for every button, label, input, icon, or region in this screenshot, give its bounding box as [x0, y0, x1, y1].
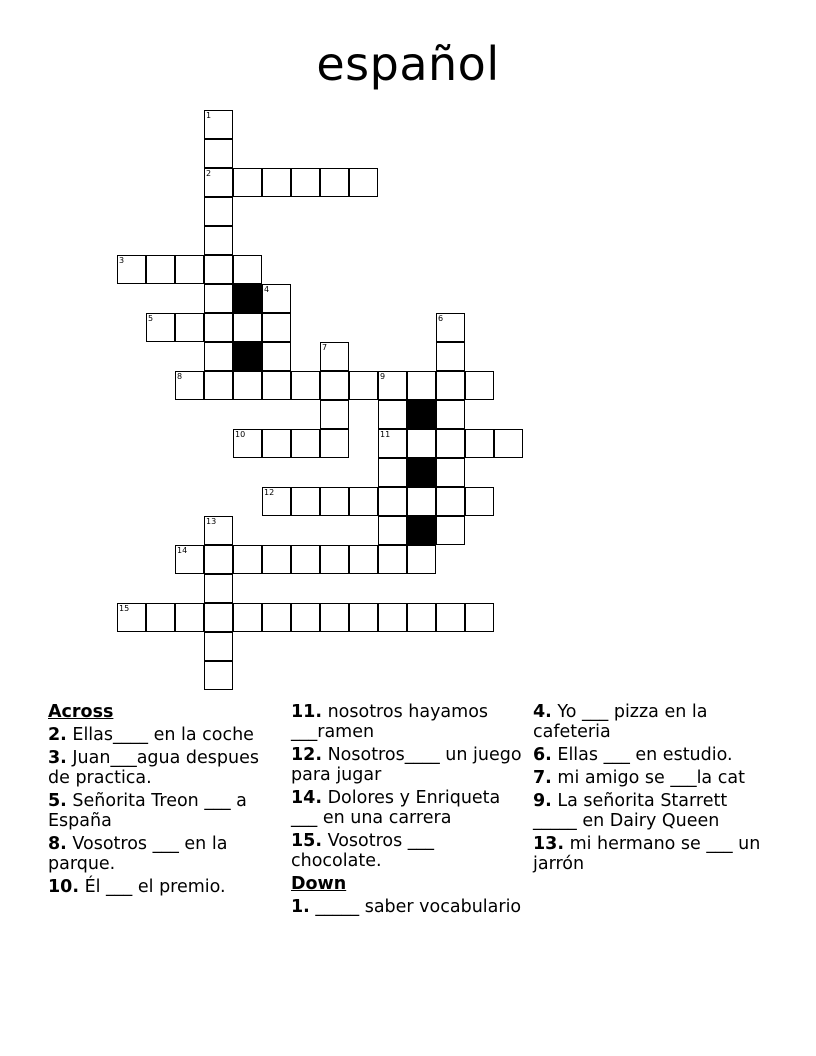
- clue-item-text: nosotros hayamos ___ramen: [291, 702, 489, 742]
- clue-number: 6: [438, 314, 444, 323]
- crossword-cell[interactable]: [407, 603, 436, 632]
- clue-item-text: Juan___agua despues de practica.: [48, 748, 259, 788]
- crossword-cell[interactable]: [320, 168, 349, 197]
- crossword-cell[interactable]: [204, 226, 233, 255]
- clue-number: 14: [177, 546, 188, 555]
- crossword-cell[interactable]: [291, 603, 320, 632]
- crossword-cell[interactable]: [204, 545, 233, 574]
- crossword-cell[interactable]: [436, 342, 465, 371]
- crossword-cell[interactable]: [465, 603, 494, 632]
- clue-item: [291, 745, 527, 785]
- clue-item: [533, 791, 769, 831]
- clue-number: 10: [235, 430, 246, 439]
- clue-column-2: [291, 702, 527, 920]
- crossword-cell[interactable]: [436, 371, 465, 400]
- clue-item-text: Vosotros ___ en la parque.: [48, 834, 228, 874]
- crossword-cell[interactable]: [349, 545, 378, 574]
- crossword-cell[interactable]: [378, 458, 407, 487]
- clue-number: 11: [380, 430, 391, 439]
- crossword-cell[interactable]: [349, 371, 378, 400]
- clue-item-number: 4.: [533, 702, 552, 722]
- clue-item: [291, 788, 527, 828]
- clue-item: [291, 897, 527, 917]
- crossword-cell[interactable]: [494, 429, 523, 458]
- clue-item-number: 5.: [48, 791, 67, 811]
- crossword-cell[interactable]: [465, 429, 494, 458]
- crossword-cell[interactable]: [204, 632, 233, 661]
- crossword-cell[interactable]: [378, 487, 407, 516]
- clue-item: [48, 725, 284, 745]
- clue-item-text: Yo ___ pizza en la cafeteria: [533, 702, 708, 742]
- crossword-cell[interactable]: [233, 313, 262, 342]
- crossword-cell[interactable]: [262, 342, 291, 371]
- clue-item-number: 11.: [291, 702, 323, 722]
- clue-number: 2: [206, 169, 212, 178]
- crossword-block: [407, 458, 436, 487]
- crossword-cell[interactable]: [204, 313, 233, 342]
- crossword-cell[interactable]: [291, 487, 320, 516]
- clue-item: [48, 877, 284, 897]
- crossword-cell[interactable]: [436, 313, 465, 342]
- clue-item: [533, 745, 769, 765]
- page-title: español: [316, 37, 500, 91]
- crossword-cell[interactable]: [291, 429, 320, 458]
- crossword-cell[interactable]: [378, 400, 407, 429]
- crossword-cell[interactable]: [204, 110, 233, 139]
- clue-item-text: _____ saber vocabulario: [309, 897, 522, 917]
- clue-number: 1: [206, 111, 212, 120]
- crossword-cell[interactable]: [320, 487, 349, 516]
- crossword-block: [407, 516, 436, 545]
- crossword-block: [407, 400, 436, 429]
- crossword-cell[interactable]: [233, 371, 262, 400]
- crossword-cell[interactable]: [465, 371, 494, 400]
- clue-item: [533, 768, 769, 788]
- clue-item-number: 15.: [291, 831, 323, 851]
- crossword-cell[interactable]: [349, 603, 378, 632]
- clue-section-heading: Down: [291, 874, 347, 894]
- crossword-cell[interactable]: [146, 313, 175, 342]
- crossword-cell[interactable]: [320, 545, 349, 574]
- crossword-cell[interactable]: [204, 342, 233, 371]
- crossword-cell[interactable]: [117, 603, 146, 632]
- clue-item-text: Ellas ___ en estudio.: [551, 745, 733, 765]
- crossword-cell[interactable]: [204, 661, 233, 690]
- crossword-cell[interactable]: [204, 516, 233, 545]
- crossword-cell[interactable]: [320, 400, 349, 429]
- crossword-cell[interactable]: [233, 545, 262, 574]
- crossword-cell[interactable]: [233, 168, 262, 197]
- clue-item: [533, 834, 769, 874]
- clue-item-number: 3.: [48, 748, 67, 768]
- crossword-cell[interactable]: [320, 371, 349, 400]
- crossword-cell[interactable]: [320, 342, 349, 371]
- crossword-cell[interactable]: [262, 371, 291, 400]
- crossword-cell[interactable]: [204, 371, 233, 400]
- clue-item-number: 1.: [291, 897, 310, 917]
- crossword-cell[interactable]: [117, 255, 146, 284]
- crossword-cell[interactable]: [407, 545, 436, 574]
- clue-section-heading: Across: [48, 702, 114, 722]
- clue-item-number: 7.: [533, 768, 552, 788]
- crossword-cell[interactable]: [233, 255, 262, 284]
- crossword-cell[interactable]: [204, 197, 233, 226]
- crossword-cell[interactable]: [436, 487, 465, 516]
- crossword-cell[interactable]: [204, 255, 233, 284]
- clue-item: [533, 702, 769, 742]
- clue-item-number: 6.: [533, 745, 552, 765]
- clue-item-number: 2.: [48, 725, 67, 745]
- clue-item-number: 14.: [291, 788, 323, 808]
- crossword-cell[interactable]: [378, 516, 407, 545]
- clue-number: 9: [380, 372, 386, 381]
- crossword-cell[interactable]: [233, 603, 262, 632]
- crossword-cell[interactable]: [262, 603, 291, 632]
- clue-item-text: La señorita Starrett _____ en Dairy Queen: [533, 791, 728, 831]
- clue-column-1: [48, 702, 284, 900]
- crossword-cell[interactable]: [465, 487, 494, 516]
- crossword-cell[interactable]: [204, 139, 233, 168]
- crossword-cell[interactable]: [378, 603, 407, 632]
- clue-column-3: [533, 702, 769, 877]
- crossword-cell[interactable]: [204, 168, 233, 197]
- crossword-cell[interactable]: [407, 429, 436, 458]
- crossword-cell[interactable]: [349, 168, 378, 197]
- crossword-cell[interactable]: [320, 603, 349, 632]
- crossword-cell[interactable]: [262, 487, 291, 516]
- crossword-cell[interactable]: [175, 255, 204, 284]
- clue-item-number: 9.: [533, 791, 552, 811]
- clue-item-number: 13.: [533, 834, 565, 854]
- crossword-cell[interactable]: [204, 284, 233, 313]
- crossword-cell[interactable]: [204, 574, 233, 603]
- crossword-cell[interactable]: [146, 255, 175, 284]
- clue-item-text: Ellas____ en la coche: [66, 725, 254, 745]
- crossword-cell[interactable]: [262, 284, 291, 313]
- clue-item: [48, 791, 284, 831]
- clue-item-text: Dolores y Enriqueta ___ en una carrera: [291, 788, 501, 828]
- clue-item: [48, 834, 284, 874]
- crossword-cell[interactable]: [349, 487, 378, 516]
- clue-item-number: 10.: [48, 877, 80, 897]
- clue-item-text: mi hermano se ___ un jarrón: [533, 834, 761, 874]
- crossword-cell[interactable]: [175, 603, 204, 632]
- crossword-cell[interactable]: [291, 545, 320, 574]
- crossword-cell[interactable]: [436, 429, 465, 458]
- clue-number: 5: [148, 314, 154, 323]
- crossword-cell[interactable]: [291, 168, 320, 197]
- crossword-cell[interactable]: [436, 516, 465, 545]
- clue-number: 12: [264, 488, 275, 497]
- clue-item-text: mi amigo se ___la cat: [551, 768, 745, 788]
- crossword-block: [233, 284, 262, 313]
- crossword-cell[interactable]: [175, 371, 204, 400]
- clue-item: [291, 831, 527, 871]
- crossword-cell[interactable]: [378, 545, 407, 574]
- crossword-cell[interactable]: [320, 429, 349, 458]
- clue-item: [48, 748, 284, 788]
- crossword-cell[interactable]: [407, 487, 436, 516]
- crossword-cell[interactable]: [436, 603, 465, 632]
- crossword-cell[interactable]: [262, 168, 291, 197]
- crossword-cell[interactable]: [262, 313, 291, 342]
- clue-number: 15: [119, 604, 130, 613]
- crossword-cell[interactable]: [233, 429, 262, 458]
- clue-number: 3: [119, 256, 125, 265]
- clue-number: 4: [264, 285, 270, 294]
- crossword-cell[interactable]: [378, 429, 407, 458]
- clue-item-text: Señorita Treon ___ a España: [48, 791, 247, 831]
- crossword-cell[interactable]: [204, 603, 233, 632]
- clue-number: 7: [322, 343, 328, 352]
- crossword-cell[interactable]: [262, 545, 291, 574]
- clue-number: 8: [177, 372, 183, 381]
- clue-item-text: Vosotros ___ chocolate.: [291, 831, 435, 871]
- clue-item-text: Nosotros____ un juego para jugar: [291, 745, 522, 785]
- crossword-cell[interactable]: [175, 313, 204, 342]
- crossword-block: [233, 342, 262, 371]
- clue-item-number: 8.: [48, 834, 67, 854]
- crossword-cell[interactable]: [146, 603, 175, 632]
- crossword-cell[interactable]: [436, 400, 465, 429]
- crossword-cell[interactable]: [262, 429, 291, 458]
- clue-item: [291, 702, 527, 742]
- crossword-cell[interactable]: [291, 371, 320, 400]
- clue-item-text: Él ___ el premio.: [79, 877, 226, 897]
- crossword-cell[interactable]: [407, 371, 436, 400]
- crossword-cell[interactable]: [175, 545, 204, 574]
- clue-number: 13: [206, 517, 217, 526]
- crossword-cell[interactable]: [378, 371, 407, 400]
- crossword-cell[interactable]: [436, 458, 465, 487]
- clue-item-number: 12.: [291, 745, 323, 765]
